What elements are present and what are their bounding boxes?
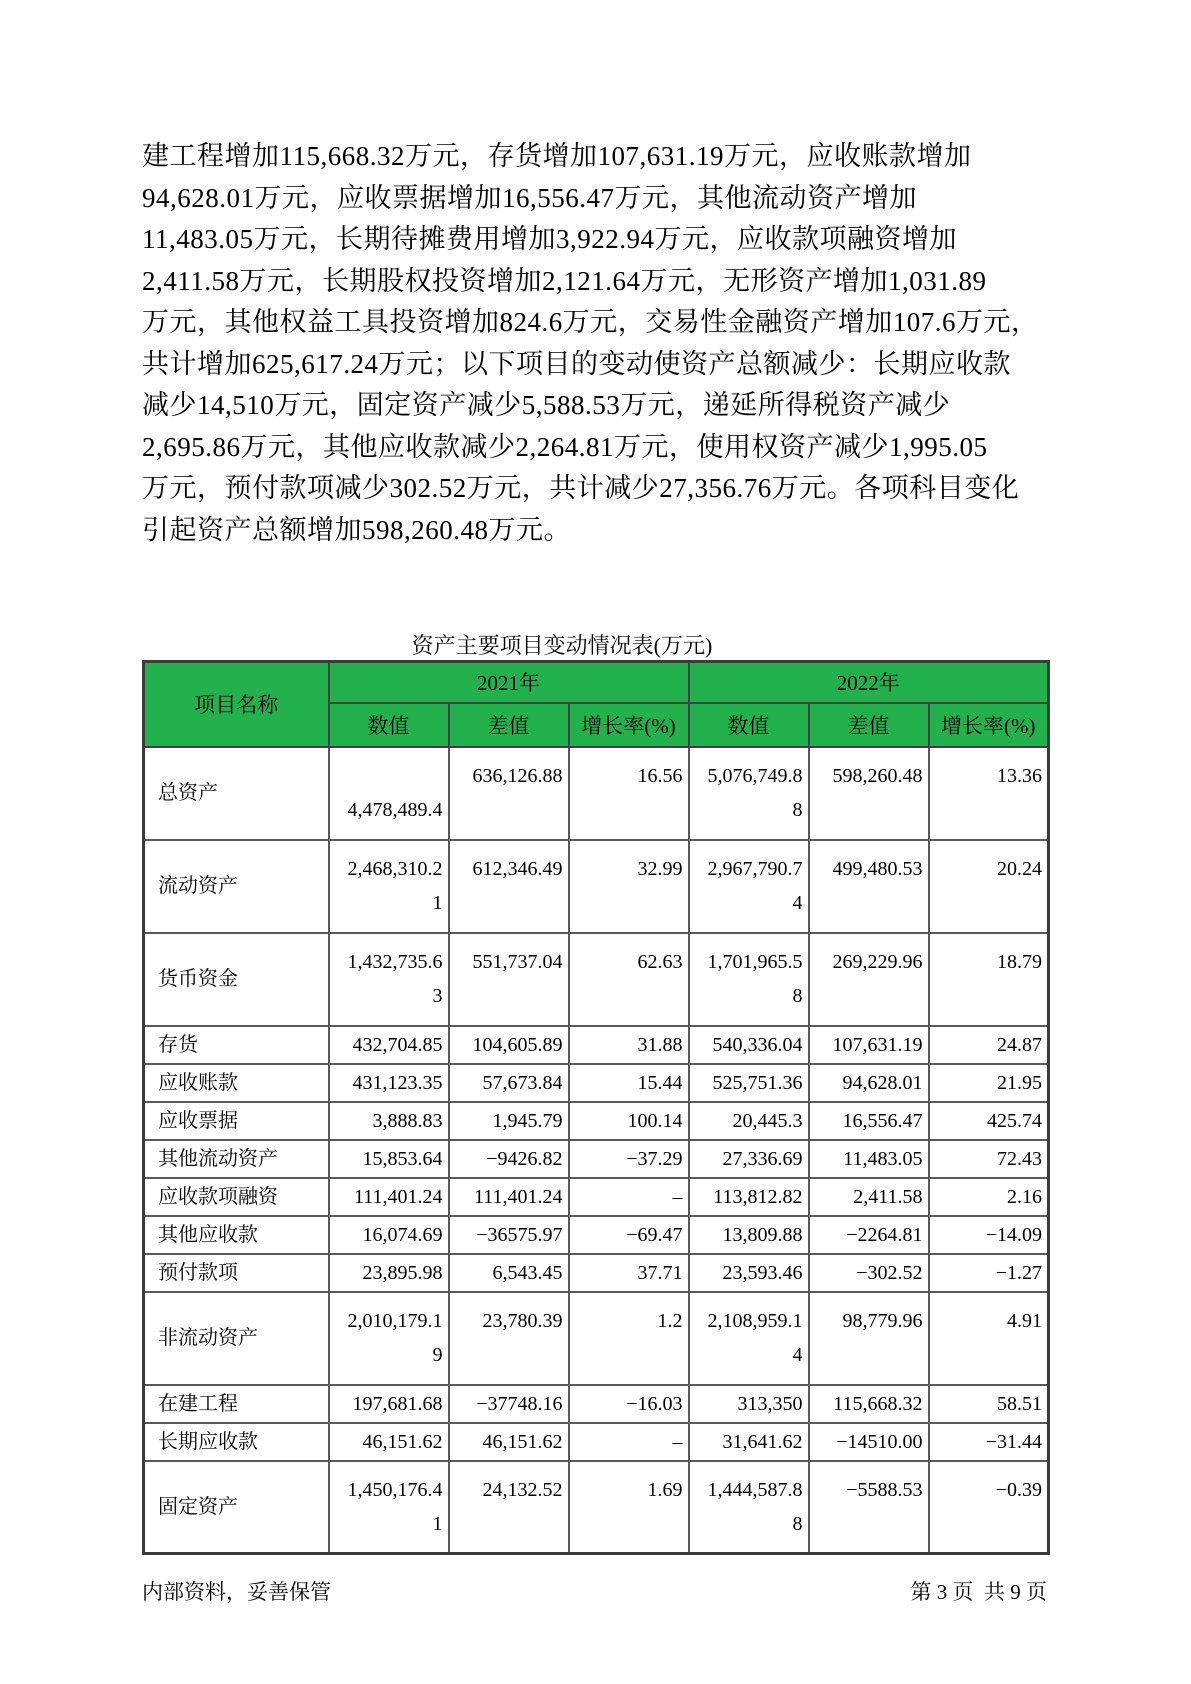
row-label: 应收款项融资 <box>144 1178 329 1216</box>
cell-2021-value: 2,468,310.2 1 <box>329 840 449 933</box>
paragraph-line: 万元，预付款项减少302.52万元，共计减少27,356.76万元。各项科目变化 <box>142 473 1020 503</box>
cell-2022-diff: −2264.81 <box>809 1216 929 1254</box>
row-label: 总资产 <box>144 747 329 840</box>
cell-2022-value: 1,444,587.8 8 <box>689 1461 809 1554</box>
cell-2022-diff: −302.52 <box>809 1254 929 1292</box>
cell-2021-value: 1,450,176.4 1 <box>329 1461 449 1554</box>
cell-2021-value: 197,681.68 <box>329 1385 449 1423</box>
cell-2022-value: 525,751.36 <box>689 1064 809 1102</box>
cell-2021-growth: 16.56 <box>569 747 689 840</box>
header-sub-2022-growth: 增长率(%) <box>929 703 1049 747</box>
cell-2021-growth: 62.63 <box>569 933 689 1026</box>
row-label: 其他流动资产 <box>144 1140 329 1178</box>
asset-change-table <box>142 660 1050 1555</box>
cell-2022-diff: −5588.53 <box>809 1461 929 1554</box>
header-sub-2021-value: 数值 <box>329 703 449 747</box>
cell-2021-diff: −37748.16 <box>449 1385 569 1423</box>
cell-2022-value: 1,701,965.5 8 <box>689 933 809 1026</box>
cell-2022-growth: 72.43 <box>929 1140 1049 1178</box>
table-row <box>144 1292 1049 1385</box>
cell-2022-growth: 425.74 <box>929 1102 1049 1140</box>
cell-2022-diff: 16,556.47 <box>809 1102 929 1140</box>
row-label: 流动资产 <box>144 840 329 933</box>
cell-2021-growth: 1.69 <box>569 1461 689 1554</box>
cell-2021-diff: 6,543.45 <box>449 1254 569 1292</box>
cell-2021-value: 431,123.35 <box>329 1064 449 1102</box>
row-label: 在建工程 <box>144 1385 329 1423</box>
cell-2021-growth: −16.03 <box>569 1385 689 1423</box>
paragraph-line: 2,695.86万元，其他应收款减少2,264.81万元，使用权资产减少1,995.05 <box>142 431 988 462</box>
table-row <box>144 1026 1049 1064</box>
row-label: 非流动资产 <box>144 1292 329 1385</box>
cell-2022-diff: 11,483.05 <box>809 1140 929 1178</box>
cell-2022-diff: −14510.00 <box>809 1423 929 1461</box>
paragraph-line: 减少14,510万元，固定资产减少5,588.53万元，递延所得税资产减少 <box>142 390 951 420</box>
cell-2021-diff: 24,132.52 <box>449 1461 569 1554</box>
cell-2021-value: 2,010,179.1 9 <box>329 1292 449 1385</box>
cell-2021-value: 16,074.69 <box>329 1216 449 1254</box>
table-row <box>144 1254 1049 1292</box>
cell-2022-diff: 94,628.01 <box>809 1064 929 1102</box>
row-label: 应收账款 <box>144 1064 329 1102</box>
cell-2021-growth: – <box>569 1423 689 1461</box>
table-row <box>144 1178 1049 1216</box>
cell-2022-diff: 98,779.96 <box>809 1292 929 1385</box>
cell-2022-growth: −1.27 <box>929 1254 1049 1292</box>
cell-2021-value: 23,895.98 <box>329 1254 449 1292</box>
cell-2022-value: 113,812.82 <box>689 1178 809 1216</box>
header-year-2021: 2021年 <box>329 662 689 703</box>
row-label: 存货 <box>144 1026 329 1064</box>
cell-2021-diff: −9426.82 <box>449 1140 569 1178</box>
cell-2021-growth: 100.14 <box>569 1102 689 1140</box>
table-row <box>144 933 1049 1026</box>
paragraph-line: 建工程增加115,668.32万元，存货增加107,631.19万元，应收账款增加 <box>142 141 972 171</box>
cell-2021-value: 3,888.83 <box>329 1102 449 1140</box>
cell-2022-value: 2,108,959.1 4 <box>689 1292 809 1385</box>
paragraph-line: 94,628.01万元，应收票据增加16,556.47万元，其他流动资产增加 <box>142 182 917 213</box>
cell-2022-value: 31,641.62 <box>689 1423 809 1461</box>
cell-2021-diff: 104,605.89 <box>449 1026 569 1064</box>
cell-2022-growth: 24.87 <box>929 1026 1049 1064</box>
cell-2022-growth: 13.36 <box>929 747 1049 840</box>
cell-2022-diff: 107,631.19 <box>809 1026 929 1064</box>
cell-2021-growth: – <box>569 1178 689 1216</box>
cell-2022-value: 2,967,790.7 4 <box>689 840 809 933</box>
cell-2022-value: 23,593.46 <box>689 1254 809 1292</box>
row-label: 其他应收款 <box>144 1216 329 1254</box>
header-sub-2022-value: 数值 <box>689 703 809 747</box>
cell-2021-growth: 32.99 <box>569 840 689 933</box>
footer-confidential-note: 内部资料，妥善保管 <box>142 1580 331 1604</box>
cell-2022-growth: −14.09 <box>929 1216 1049 1254</box>
cell-2021-growth: 31.88 <box>569 1026 689 1064</box>
cell-2022-growth: −31.44 <box>929 1423 1049 1461</box>
cell-2022-diff: 499,480.53 <box>809 840 929 933</box>
cell-2021-diff: 612,346.49 <box>449 840 569 933</box>
cell-2021-value: 432,704.85 <box>329 1026 449 1064</box>
cell-2021-value: 1,432,735.6 3 <box>329 933 449 1026</box>
paragraph-line: 2,411.58万元，长期股权投资增加2,121.64万元，无形资产增加1,031.89 <box>142 265 987 296</box>
cell-2022-value: 313,350 <box>689 1385 809 1423</box>
header-sub-2022-diff: 差值 <box>809 703 929 747</box>
cell-2022-diff: 115,668.32 <box>809 1385 929 1423</box>
cell-2021-diff: 46,151.62 <box>449 1423 569 1461</box>
cell-2022-value: 5,076,749.8 8 <box>689 747 809 840</box>
table-row <box>144 1423 1049 1461</box>
table-row <box>144 1385 1049 1423</box>
cell-2022-growth: 21.95 <box>929 1064 1049 1102</box>
paragraph-line: 共计增加625,617.24万元；以下项目的变动使资产总额减少：长期应收款 <box>142 348 1011 379</box>
cell-2022-growth: 2.16 <box>929 1178 1049 1216</box>
row-label: 预付款项 <box>144 1254 329 1292</box>
cell-2021-growth: −69.47 <box>569 1216 689 1254</box>
paragraph-line: 万元，其他权益工具投资增加824.6万元，交易性金融资产增加107.6万元， <box>142 307 1039 337</box>
cell-2022-growth: 4.91 <box>929 1292 1049 1385</box>
table-row <box>144 840 1049 933</box>
table-row <box>144 1216 1049 1254</box>
cell-2022-value: 540,336.04 <box>689 1026 809 1064</box>
cell-2021-value: 46,151.62 <box>329 1423 449 1461</box>
row-label: 货币资金 <box>144 933 329 1026</box>
cell-2021-diff: 636,126.88 <box>449 747 569 840</box>
cell-2021-value: 15,853.64 <box>329 1140 449 1178</box>
cell-2022-diff: 269,229.96 <box>809 933 929 1026</box>
table-row <box>144 1140 1049 1178</box>
table-row <box>144 1064 1049 1102</box>
paragraph-line: 引起资产总额增加598,260.48万元。 <box>142 514 571 545</box>
cell-2022-growth: 18.79 <box>929 933 1049 1026</box>
cell-2021-growth: 37.71 <box>569 1254 689 1292</box>
row-label: 应收票据 <box>144 1102 329 1140</box>
cell-2021-growth: 15.44 <box>569 1064 689 1102</box>
cell-2021-growth: 1.2 <box>569 1292 689 1385</box>
table-row <box>144 1102 1049 1140</box>
cell-2022-growth: 20.24 <box>929 840 1049 933</box>
cell-2021-value: 111,401.24 <box>329 1178 449 1216</box>
cell-2022-value: 13,809.88 <box>689 1216 809 1254</box>
cell-2022-value: 20,445.3 <box>689 1102 809 1140</box>
cell-2021-growth: −37.29 <box>569 1140 689 1178</box>
cell-2021-diff: 1,945.79 <box>449 1102 569 1140</box>
cell-2022-growth: −0.39 <box>929 1461 1049 1554</box>
cell-2021-diff: 57,673.84 <box>449 1064 569 1102</box>
cell-2022-diff: 2,411.58 <box>809 1178 929 1216</box>
cell-2022-diff: 598,260.48 <box>809 747 929 840</box>
cell-2022-growth: 58.51 <box>929 1385 1049 1423</box>
cell-2021-diff: 551,737.04 <box>449 933 569 1026</box>
header-sub-2021-growth: 增长率(%) <box>569 703 689 747</box>
cell-2021-value: 4,478,489.4 <box>329 747 449 840</box>
table-row <box>144 747 1049 840</box>
cell-2022-value: 27,336.69 <box>689 1140 809 1178</box>
header-year-2022: 2022年 <box>689 662 1049 703</box>
header-sub-2021-diff: 差值 <box>449 703 569 747</box>
table-row <box>144 1461 1049 1554</box>
header-item-name: 项目名称 <box>144 662 329 747</box>
body-paragraph <box>142 136 1062 551</box>
paragraph-line: 11,483.05万元，长期待摊费用增加3,922.94万元，应收款项融资增加 <box>142 224 957 254</box>
row-label: 固定资产 <box>144 1461 329 1554</box>
cell-2021-diff: −36575.97 <box>449 1216 569 1254</box>
row-label: 长期应收款 <box>144 1423 329 1461</box>
cell-2021-diff: 23,780.39 <box>449 1292 569 1385</box>
footer-page-number: 第 3 页 共 9 页 <box>910 1580 1047 1604</box>
table-title: 资产主要项目变动情况表(万元) <box>411 633 713 658</box>
cell-2021-diff: 111,401.24 <box>449 1178 569 1216</box>
